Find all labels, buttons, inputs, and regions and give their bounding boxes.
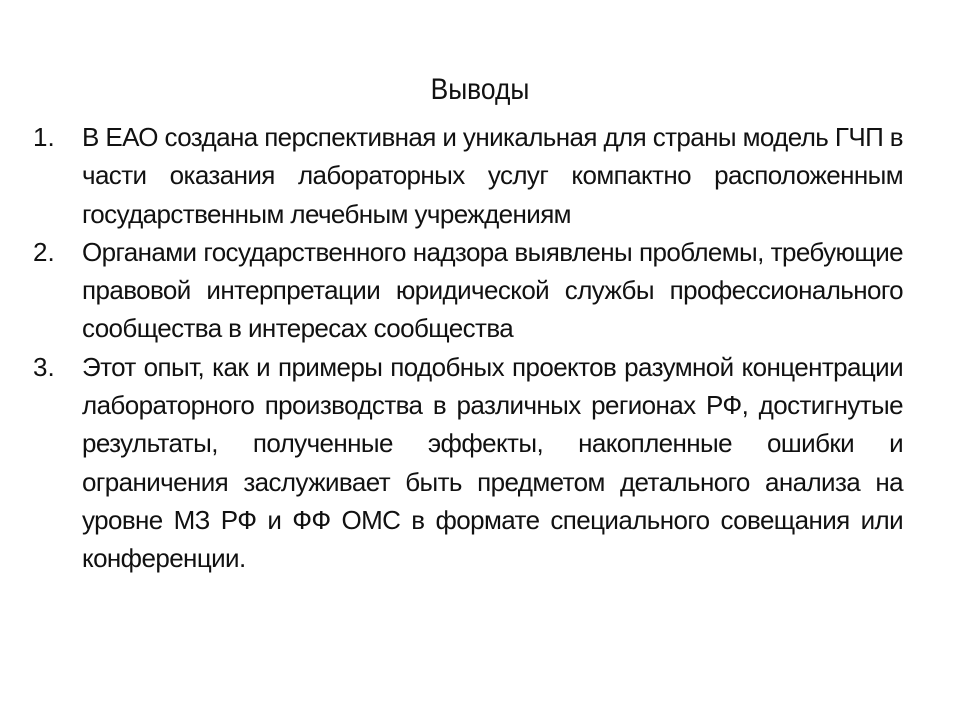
list-item-text: Этот опыт, как и примеры подобных проектов разумной концентрации лабораторного производства в различных регионах РФ, достигнутые результаты, полученные эффекты, накопленные ошибки и ограничения заслуживает быть предметом детального анализа на уровне МЗ РФ и ФФ ОМС в формате специального совещания или конференции. xyxy=(82,351,903,574)
conclusions-list xyxy=(33,118,903,578)
list-item xyxy=(33,233,903,348)
list-item-number: 3. xyxy=(33,351,55,382)
list-item xyxy=(33,118,903,233)
list-item-text: Органами государственного надзора выявлены проблемы, требующие правовой интерпретации юридической службы профессионального сообщества в интересах сообщества xyxy=(82,236,903,344)
list-item-number: 1. xyxy=(33,122,55,152)
list-item xyxy=(33,348,903,578)
list-item-number: 2. xyxy=(33,236,55,267)
slide-title: Выводы xyxy=(430,73,530,106)
list-item-text: В ЕАО создана перспективная и уникальная для страны модель ГЧП в части оказания лабораторных услуг компактно расположенным государственным лечебным учреждениям xyxy=(82,122,903,229)
